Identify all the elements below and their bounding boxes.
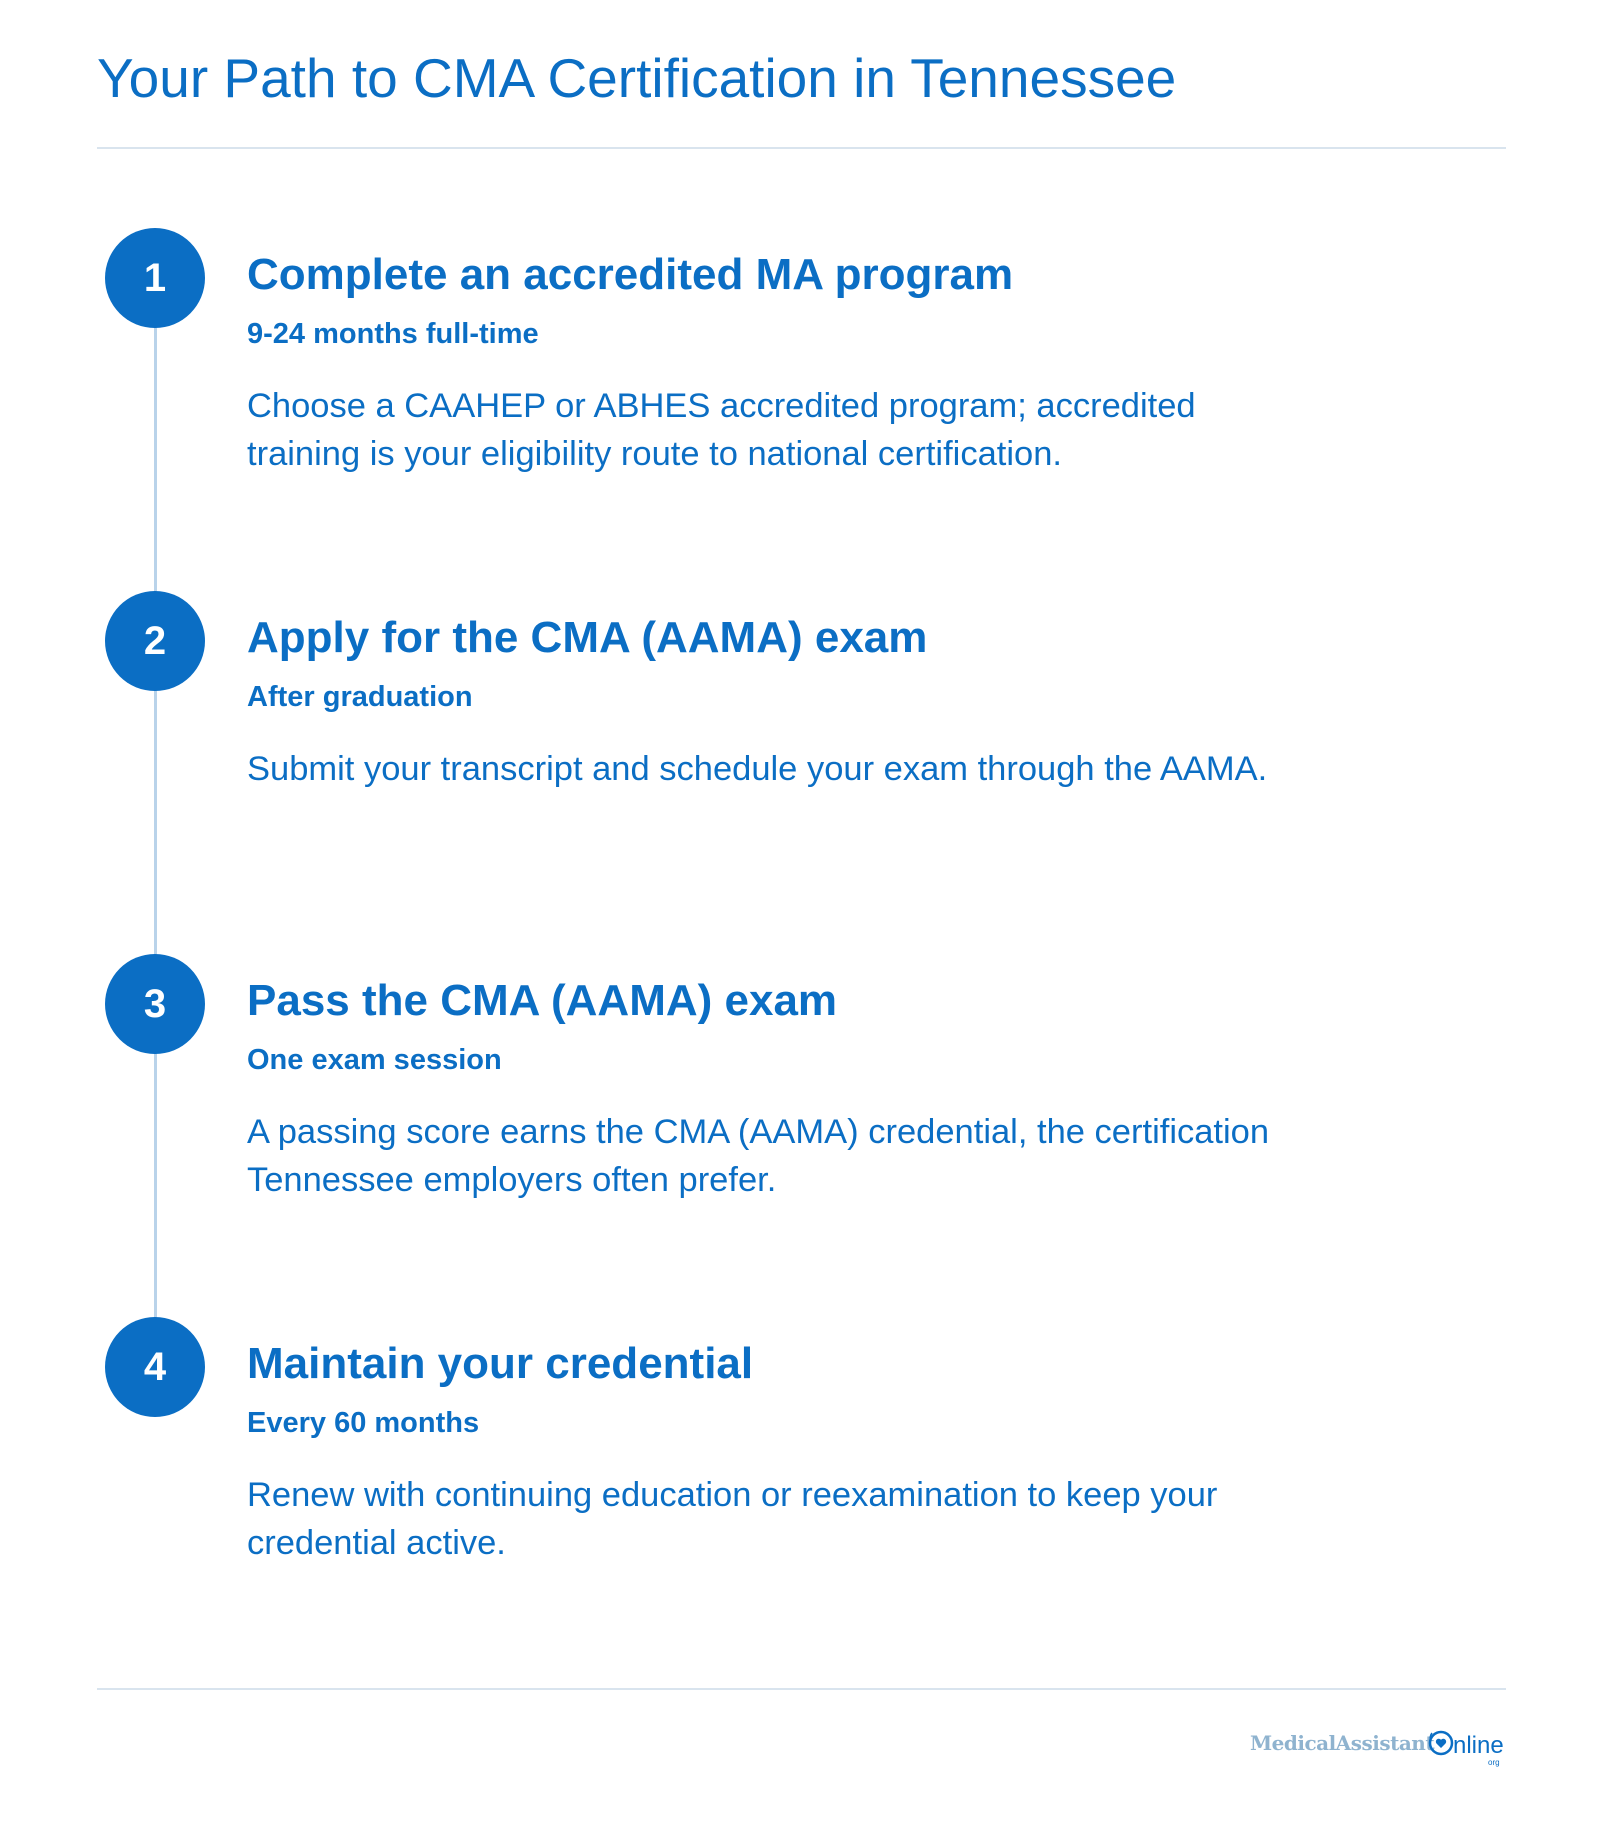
brand-logo xyxy=(1250,1725,1510,1769)
footer-divider xyxy=(97,1688,1506,1690)
brand-logo-name: MedicalAssistant xyxy=(1250,1731,1435,1755)
page-title: Your Path to CMA Certification in Tennessee xyxy=(97,47,1177,109)
step-title: Maintain your credential xyxy=(247,1339,754,1388)
step-title: Apply for the CMA (AAMA) exam xyxy=(247,613,928,662)
step-duration: Every 60 months xyxy=(247,1407,480,1439)
step-duration: After graduation xyxy=(247,681,473,713)
brand-logo-suffix: nline xyxy=(1453,1732,1504,1759)
brand-logo-mark xyxy=(1426,1727,1510,1767)
step-title: Complete an accredited MA program xyxy=(247,250,1014,299)
step-title: Pass the CMA (AAMA) exam xyxy=(247,976,838,1025)
step-number-badge: 1 xyxy=(105,228,205,328)
step-number-badge: 2 xyxy=(105,591,205,691)
step-description: Submit your transcript and schedule your exam through the AAMA. xyxy=(247,750,1268,788)
step-description: A passing score earns the CMA (AAMA) credential, the certification Tennessee employers often prefer. xyxy=(247,1113,1270,1199)
step-description: Renew with continuing education or reexamination to keep your credential active. xyxy=(247,1476,1218,1562)
stethoscope-heart-icon xyxy=(1426,1727,1456,1757)
step-description: Choose a CAAHEP or ABHES accredited program; accredited training is your eligibility route to national certification. xyxy=(247,387,1196,473)
step-number-badge: 4 xyxy=(105,1317,205,1417)
step-number-badge: 3 xyxy=(105,954,205,1054)
step-duration: 9-24 months full-time xyxy=(247,318,539,350)
step-duration: One exam session xyxy=(247,1044,502,1076)
header-divider xyxy=(97,147,1506,149)
brand-logo-domain: org xyxy=(1488,1758,1500,1767)
